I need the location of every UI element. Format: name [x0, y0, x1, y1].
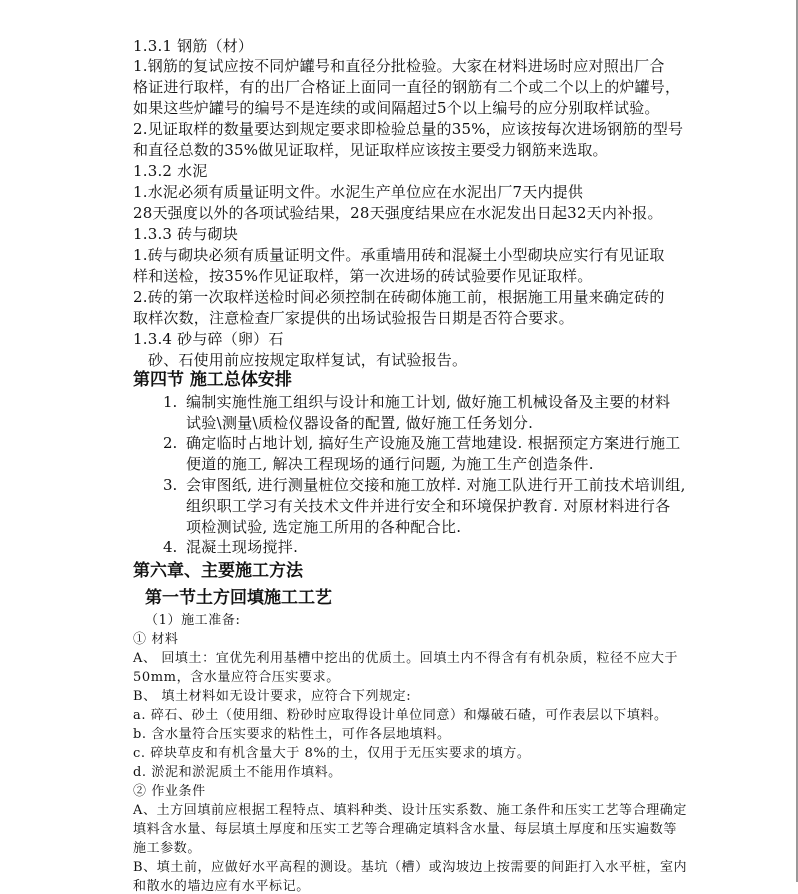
paragraph-line: 1.砖与砌块必须有质量证明文件。承重墙用砖和混凝土小型砌块应实行有见证取 — [133, 246, 665, 264]
list-number: 3. — [163, 476, 178, 494]
prep-line: 50mm，含水量应符合压实要求。 — [133, 670, 340, 685]
section-title-1-3-2: 1.3.2 水泥 — [133, 162, 208, 180]
paragraph-line: 如果这些炉罐号的编号不是连续的或间隔超过5个以上编号的应分别取样试验。 — [133, 99, 660, 117]
list-item-line: 会审图纸, 进行测量桩位交接和施工放样. 对施工队进行开工前技术培训组, — [186, 476, 686, 494]
prep-line: B、 填土材料如无设计要求，应符合下列规定: — [133, 689, 412, 704]
list-item-line: 混凝土现场搅拌. — [186, 538, 299, 556]
prep-line: 和散水的墙边应有水平标记。 — [133, 879, 310, 894]
paragraph-line: 1.水泥必须有质量证明文件。水泥生产单位应在水泥出厂7天内提供 — [133, 183, 584, 201]
prep-line: ① 材料 — [133, 632, 179, 647]
paragraph-line: 28天强度以外的各项试验结果，28天强度结果应在水泥发出日起32天内补报。 — [133, 204, 663, 222]
list-item-line: 编制实施性施工组织与设计和施工计划, 做好施工机械设备及主要的材料 — [186, 393, 671, 411]
list-item-line: 确定临时占地计划, 搞好生产设施及施工营地建设. 根据预定方案进行施工 — [186, 434, 681, 452]
prep-line: c. 碎块草皮和有机含量大于 8%的土，仅用于无压实要求的填方。 — [133, 746, 531, 761]
paragraph-line: 1.钢筋的复试应按不同炉罐号和直径分批检验。大家在材料进场时应对照出厂合 — [133, 57, 665, 75]
list-item-line: 项检测试验, 选定施工所用的各种配合比. — [186, 518, 462, 536]
prep-line: ② 作业条件 — [133, 784, 206, 799]
paragraph-line: 2.见证取样的数量要达到规定要求即检验总量的35%，应该按每次进场钢筋的型号 — [133, 120, 684, 138]
paragraph-line: 格证进行取样，有的出厂合格证上面同一直径的钢筋有二个或二个以上的炉罐号， — [133, 78, 681, 96]
prep-line: b. 含水量符合压实要求的粘性土，可作各层地填料。 — [133, 727, 451, 742]
list-item-line: 组织职工学习有关技术文件并进行安全和环境保护教育. 对原材料进行各 — [186, 497, 671, 515]
prep-line: 填料含水量、每层填土厚度和压实工艺等合理确定填料含水量、每层填土厚度和压实遍数等 — [133, 822, 678, 837]
prep-line: （1）施工准备: — [145, 613, 241, 628]
list-number: 2. — [163, 434, 178, 452]
section-title-1-3-3: 1.3.3 砖与砌块 — [133, 225, 238, 243]
section-title-1-3-4: 1.3.4 砂与碎（卵）石 — [133, 330, 284, 348]
list-number: 1. — [163, 393, 178, 411]
list-item-line: 试验\测量\质检仪器设备的配置, 做好施工任务划分. — [186, 414, 534, 432]
section-heading-4: 第四节 施工总体安排 — [133, 370, 292, 390]
section-title-1-3-1: 1.3.1 钢筋（材） — [133, 37, 254, 55]
list-number: 4. — [163, 538, 178, 556]
prep-line: A、土方回填前应根据工程特点、填料种类、设计压实系数、施工条件和压实工艺等合理确定 — [133, 803, 687, 818]
paragraph-line: 取样次数，注意检查厂家提供的出场试验报告日期是否符合要求。 — [133, 309, 574, 327]
paragraph-line: 砂、石使用前应按规定取样复试，有试验报告。 — [148, 351, 468, 369]
prep-line: 施工参数。 — [133, 841, 202, 856]
prep-line: d. 淤泥和淤泥质土不能用作填料。 — [133, 765, 342, 780]
prep-line: A、 回填土：宜优先利用基槽中挖出的优质土。回填土内不得含有有机杂质，粒径不应大于 — [133, 651, 679, 666]
section-heading-1: 第一节土方回填施工工艺 — [145, 588, 332, 608]
list-item-line: 便道的施工, 解决工程现场的通行问题, 为施工生产创造条件. — [186, 455, 594, 473]
prep-line: B、填土前，应做好水平高程的测设。基坑（槽）或沟坡边上按需要的间距打入水平桩，室内 — [133, 860, 688, 875]
paragraph-line: 样和送检，按35%作见证取样，第一次进场的砖试验要作见证取样。 — [133, 267, 593, 285]
paragraph-line: 和直径总数的35%做见证取样，见证取样应该按主要受力钢筋来选取。 — [133, 141, 608, 159]
paragraph-line: 2.砖的第一次取样送检时间必须控制在砖砌体施工前，根据施工用量来确定砖的 — [133, 288, 665, 306]
prep-line: a. 碎石、砂土（使用细、粉砂时应取得设计单位同意）和爆破石碴，可作表层以下填料。 — [133, 708, 668, 723]
chapter-heading-6: 第六章、主要施工方法 — [133, 561, 303, 581]
